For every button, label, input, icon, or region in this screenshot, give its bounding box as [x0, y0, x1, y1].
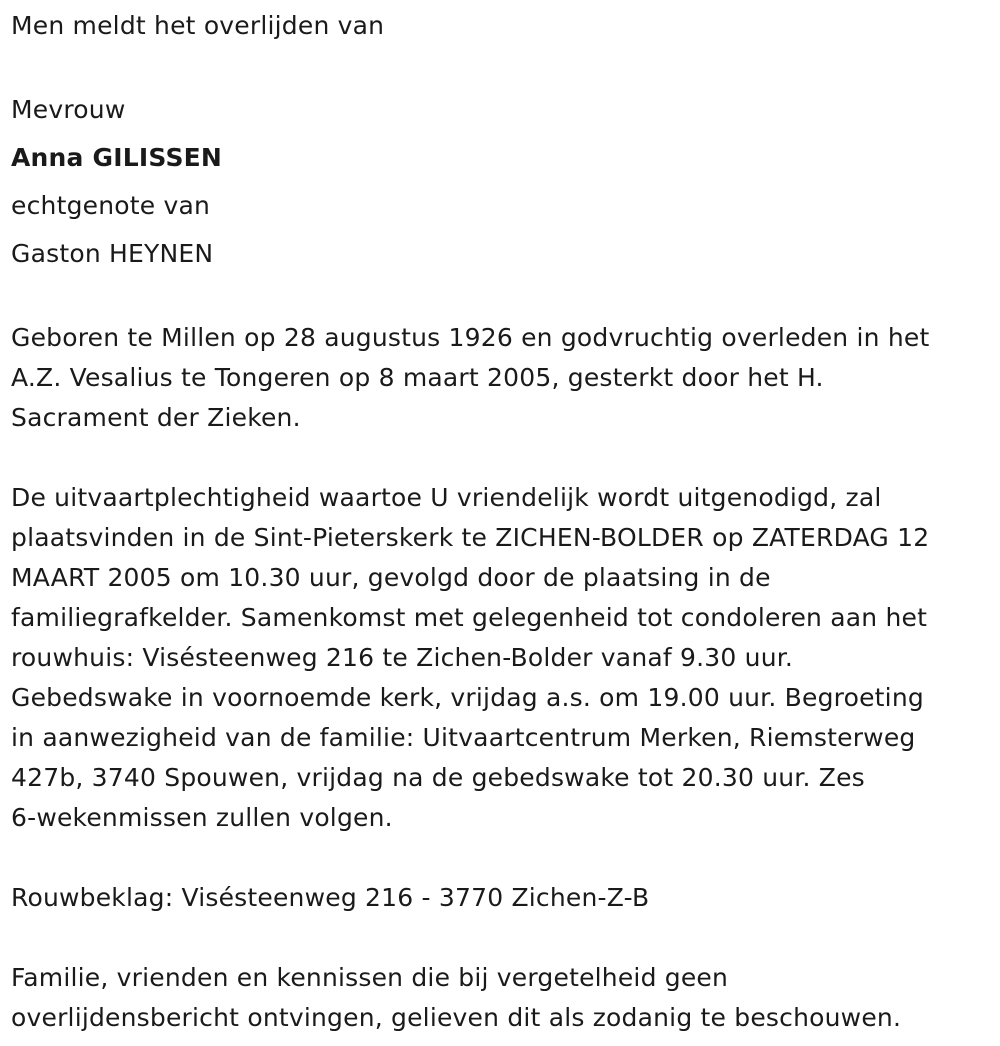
- spacer: [11, 438, 1000, 478]
- spacer: [11, 278, 1000, 318]
- deceased-block: [11, 86, 1000, 278]
- closing-paragraph: [11, 958, 1000, 1038]
- paragraph-line: Geboren te Millen op 28 augustus 1926 en godvruchtig overleden in het: [11, 323, 930, 352]
- paragraph-line: Familie, vrienden en kennissen die bij vergetelheid geen: [11, 963, 729, 992]
- condolence-address: Rouwbeklag: Visésteenweg 216 - 3770 Zichen-Z-B: [11, 883, 650, 912]
- spacer: [11, 838, 1000, 878]
- paragraph-line: 6-wekenmissen zullen volgen.: [11, 803, 393, 832]
- paragraph-line: Gebedswake in voornoemde kerk, vrijdag a.s. om 19.00 uur. Begroeting: [11, 683, 924, 712]
- paragraph-line: in aanwezigheid van de familie: Uitvaartcentrum Merken, Riemsterweg: [11, 723, 916, 752]
- paragraph-line: rouwhuis: Visésteenweg 216 te Zichen-Bolder vanaf 9.30 uur.: [11, 643, 794, 672]
- funeral-paragraph: [11, 478, 1000, 838]
- spacer: [11, 46, 1000, 86]
- paragraph-line: overlijdensbericht ontvingen, gelieven dit als zodanig te beschouwen.: [11, 1003, 902, 1032]
- intro-text: Men meldt het overlijden van: [11, 11, 385, 40]
- paragraph-line: 427b, 3740 Spouwen, vrijdag na de gebedswake tot 20.30 uur. Zes: [11, 763, 865, 792]
- paragraph-line: Sacrament der Zieken.: [11, 403, 301, 432]
- paragraph-line: A.Z. Vesalius te Tongeren op 8 maart 2005, gesterkt door het H.: [11, 363, 824, 392]
- spacer: [11, 918, 1000, 958]
- birth-death-paragraph: [11, 318, 1000, 438]
- paragraph-line: De uitvaartplechtigheid waartoe U vriendelijk wordt uitgenodigd, zal: [11, 483, 882, 512]
- deceased-name: Anna GILISSEN: [11, 143, 223, 172]
- relation-text: echtgenote van: [11, 191, 211, 220]
- honorific: Mevrouw: [11, 95, 126, 124]
- spouse-name: Gaston HEYNEN: [11, 239, 214, 268]
- paragraph-line: familiegrafkelder. Samenkomst met gelegenheid tot condoleren aan het: [11, 603, 928, 632]
- paragraph-line: plaatsvinden in de Sint-Pieterskerk te ZICHEN-BOLDER op ZATERDAG 12: [11, 523, 930, 552]
- paragraph-line: MAART 2005 om 10.30 uur, gevolgd door de plaatsing in de: [11, 563, 771, 592]
